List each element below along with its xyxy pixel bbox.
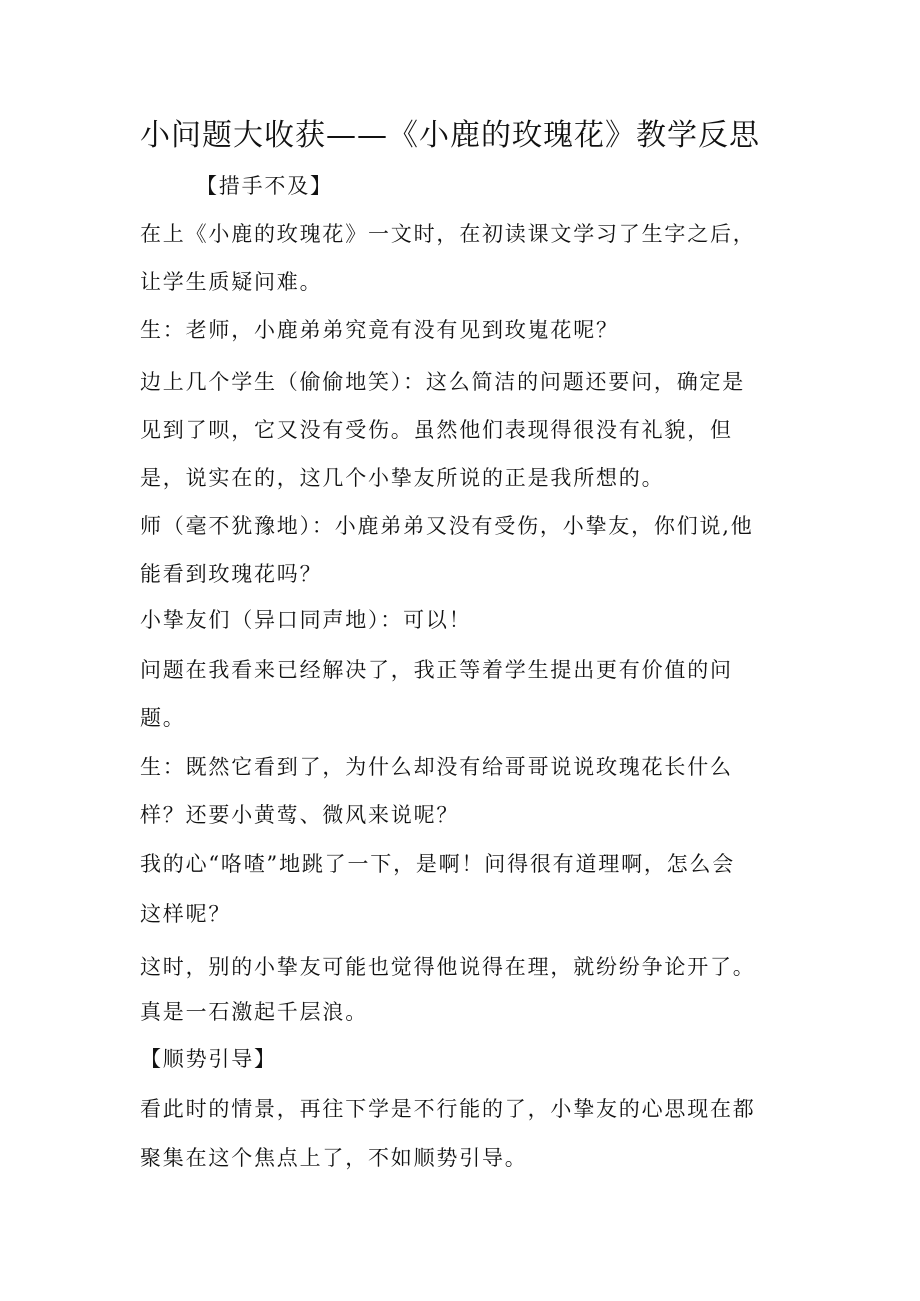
paragraph-line: 见到了呗，它又没有受伤。虽然他们表现得很没有礼貌，但 xyxy=(140,418,733,442)
paragraph-line: 小挚友们（异口同声地）：可以！ xyxy=(140,608,472,632)
paragraph-line: 真是一石激起千层浪。 xyxy=(140,1000,368,1024)
paragraph-line: 能看到玫瑰花吗？ xyxy=(140,562,323,586)
paragraph-line: 问题在我看来已经解决了，我正等着学生提出更有价值的问 xyxy=(140,658,733,682)
paragraph-line: 聚集在这个焦点上了，不如顺势引导。 xyxy=(140,1146,528,1170)
paragraph-line: 这样呢？ xyxy=(140,902,232,926)
paragraph-line: 看此时的情景，再往下学是不行能的了，小挚友的心思现在都 xyxy=(140,1097,756,1121)
section-heading: 【措手不及】 xyxy=(196,174,333,198)
paragraph-line: 生：老师，小鹿弟弟究竟有没有见到玫嵬花呢？ xyxy=(140,318,619,342)
document-title: 小问题大收获——《小鹿的玫瑰花》教学反思 xyxy=(140,118,760,153)
paragraph-line: 在上《小鹿的玫瑰花》一文时，在初读课文学习了生字之后， xyxy=(140,222,756,246)
paragraph-line: 师（毫不犹豫地）：小鹿弟弟又没有受伤，小挚友，你们说,他 xyxy=(140,514,754,538)
paragraph-line: 生：既然它看到了，为什么却没有给哥哥说说玫瑰花长什么 xyxy=(140,755,733,779)
paragraph-line: 样？还要小黄莺、微风来说呢？ xyxy=(140,803,460,827)
paragraph-line: 是，说实在的，这几个小挚友所说的正是我所想的。 xyxy=(140,466,665,490)
paragraph-line: 边上几个学生（偷偷地笑）：这么简洁的问题还要问，确定是 xyxy=(140,370,746,394)
paragraph-line: 题。 xyxy=(140,706,186,730)
paragraph-line: 我的心“咯喳”地跳了一下，是啊！问得很有道理啊，怎么会 xyxy=(140,852,736,876)
paragraph-line: 这时，别的小挚友可能也觉得他说得在理，就纷纷争论开了。 xyxy=(140,955,756,979)
section-heading: 【顺势引导】 xyxy=(140,1047,277,1071)
paragraph-line: 让学生质疑问难。 xyxy=(140,270,323,294)
